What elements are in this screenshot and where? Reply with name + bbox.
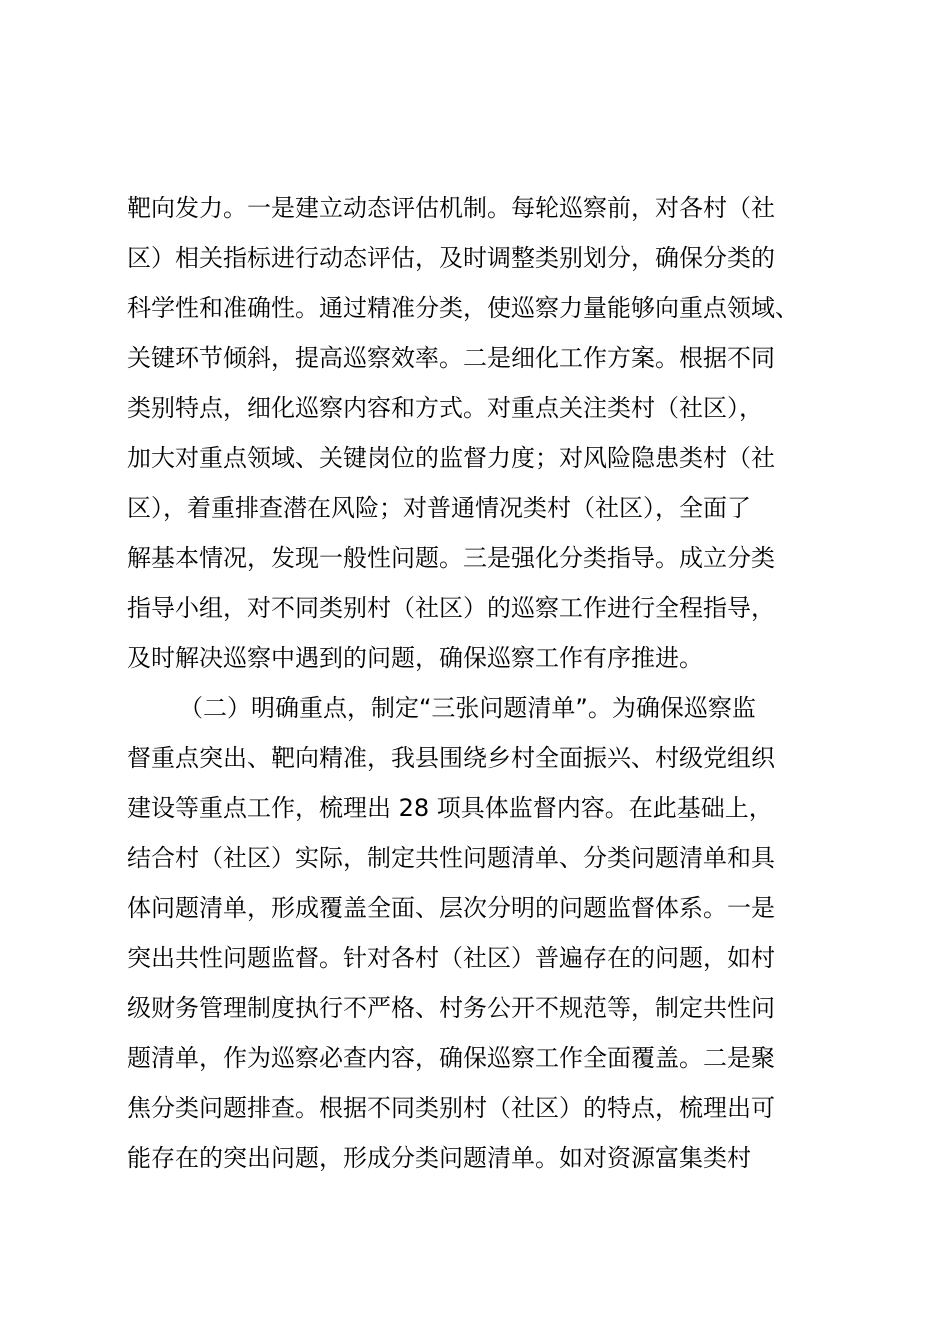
text-line: 区）相关指标进行动态评估，及时调整类别划分，确保分类的 [127, 244, 775, 272]
text-line: 靶向发力。一是建立动态评估机制。每轮巡察前，对各村（社 [127, 194, 775, 222]
text-line: 督重点突出、靶向精准，我县围绕乡村全面振兴、村级党组织 [127, 744, 775, 772]
text-line: 体问题清单，形成覆盖全面、层次分明的问题监督体系。一是 [127, 894, 775, 922]
text-line: 题清单，作为巡察必查内容，确保巡察工作全面覆盖。二是聚 [127, 1044, 775, 1072]
text-line: 能存在的突出问题，形成分类问题清单。如对资源富集类村 [127, 1144, 751, 1172]
text-line: 突出共性问题监督。针对各村（社区）普遍存在的问题，如村 [127, 944, 775, 972]
text-line: 解基本情况，发现一般性问题。三是强化分类指导。成立分类 [127, 544, 775, 572]
text-line: 科学性和准确性。通过精准分类，使巡察力量能够向重点领域、 [127, 294, 799, 322]
text-line: 关键环节倾斜，提高巡察效率。二是细化工作方案。根据不同 [127, 344, 775, 372]
text-line: 指导小组，对不同类别村（社区）的巡察工作进行全程指导， [127, 594, 775, 622]
section-heading-line: （二）明确重点，制定“三张问题清单”。为确保巡察监 [179, 694, 756, 722]
text-line: 类别特点，细化巡察内容和方式。对重点关注类村（社区）， [127, 394, 763, 422]
text-line: 级财务管理制度执行不严格、村务公开不规范等，制定共性问 [127, 994, 775, 1022]
text-line: 焦分类问题排查。根据不同类别村（社区）的特点，梳理出可 [127, 1094, 775, 1122]
text-line: 及时解决巡察中遇到的问题，确保巡察工作有序推进。 [127, 644, 703, 672]
text-line: 建设等重点工作，梳理出 28 项具体监督内容。在此基础上， [127, 794, 773, 822]
text-line: 结合村（社区）实际，制定共性问题清单、分类问题清单和具 [127, 844, 775, 872]
body-text [127, 183, 847, 1183]
text-line: 加大对重点领域、关键岗位的监督力度；对风险隐患类村（社 [127, 444, 775, 472]
text-line: 区），着重排查潜在风险；对普通情况类村（社区），全面了 [127, 494, 751, 522]
